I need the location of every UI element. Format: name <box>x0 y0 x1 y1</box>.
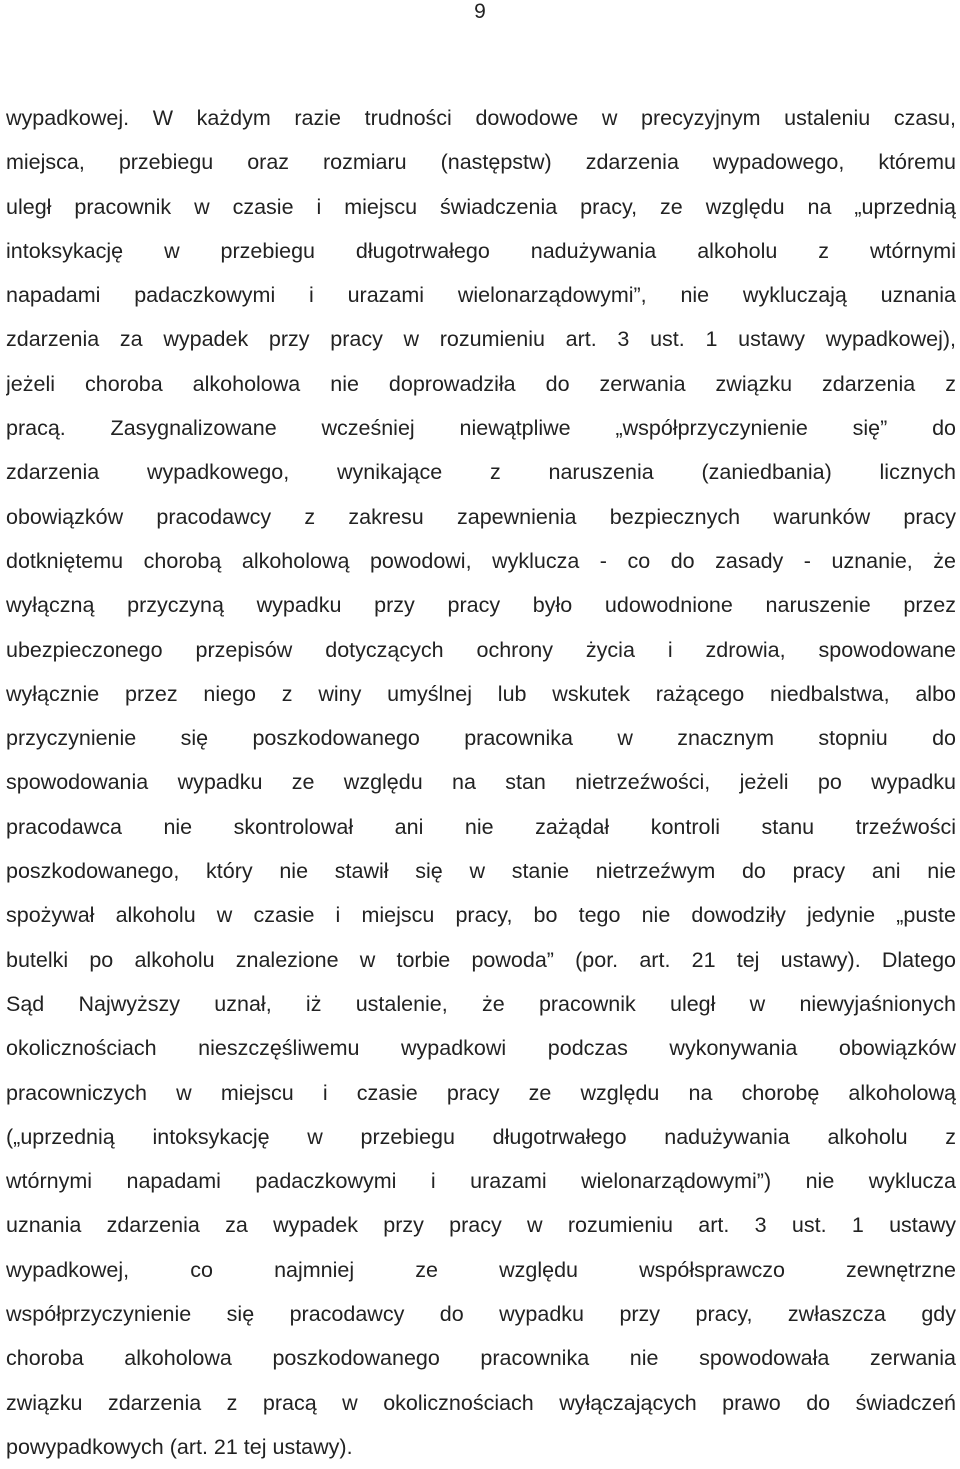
text-line: ubezpieczonego przepisów dotyczących ochrony życia i zdrowia, spowodowane <box>6 637 956 662</box>
text-line: wyłączną przyczyną wypadku przy pracy było udowodnione naruszenie przez <box>6 593 956 618</box>
text-line: pracowniczych w miejscu i czasie pracy ze względu na chorobę alkoholową <box>6 1080 956 1105</box>
text-line: wtórnymi napadami padaczkowymi i urazami wielonarządowymi”) nie wyklucza <box>6 1169 956 1194</box>
text-line: obowiązków pracodawcy z zakresu zapewnienia bezpiecznych warunków pracy <box>6 504 956 529</box>
text-line: napadami padaczkowymi i urazami wielonarządowymi”, nie wykluczają uznania <box>6 283 956 308</box>
text-line: intoksykację w przebiegu długotrwałego nadużywania alkoholu z wtórnymi <box>6 238 956 263</box>
text-line: jeżeli choroba alkoholowa nie doprowadziła do zerwania związku zdarzenia z <box>6 371 956 396</box>
text-line: („uprzednią intoksykację w przebiegu długotrwałego nadużywania alkoholu z <box>6 1124 956 1149</box>
body-text <box>6 96 956 1469</box>
text-line: pracodawca nie skontrolował ani nie zażądał kontroli stanu trzeźwości <box>6 814 956 839</box>
text-line: Sąd Najwyższy uznał, iż ustalenie, że pracownik uległ w niewyjaśnionych <box>6 991 956 1016</box>
text-line: przyczynienie się poszkodowanego pracownika w znacznym stopniu do <box>6 726 956 751</box>
text-line: zdarzenia wypadkowego, wynikające z naruszenia (zaniedbania) licznych <box>6 460 956 485</box>
text-line: pracą. Zasygnalizowane wcześniej niewątpliwe „współprzyczynienie się” do <box>6 416 956 441</box>
text-line: choroba alkoholowa poszkodowanego pracownika nie spowodowała zerwania <box>6 1346 956 1371</box>
text-line: okolicznościach nieszczęśliwemu wypadkowi podczas wykonywania obowiązków <box>6 1036 956 1061</box>
text-line: miejsca, przebiegu oraz rozmiaru (następstw) zdarzenia wypadowego, któremu <box>6 150 956 175</box>
text-line: uznania zdarzenia za wypadek przy pracy w rozumieniu art. 3 ust. 1 ustawy <box>6 1213 956 1238</box>
text-line: poszkodowanego, który nie stawił się w stanie nietrzeźwym do pracy ani nie <box>6 859 956 884</box>
text-line: zdarzenia za wypadek przy pracy w rozumieniu art. 3 ust. 1 ustawy wypadkowej), <box>6 327 956 352</box>
text-line: związku zdarzenia z pracą w okolicznościach wyłączających prawo do świadczeń <box>6 1390 956 1415</box>
text-line: wypadkowej, co najmniej ze względu współsprawczo zewnętrzne <box>6 1257 956 1282</box>
text-line: butelki po alkoholu znalezione w torbie powoda” (por. art. 21 tej ustawy). Dlatego <box>6 947 956 972</box>
text-line: wypadkowej. W każdym razie trudności dowodowe w precyzyjnym ustaleniu czasu, <box>6 106 956 130</box>
text-line: spożywał alkoholu w czasie i miejscu pracy, bo tego nie dowodziły jedynie „puste <box>6 903 956 928</box>
text-line: powypadkowych (art. 21 tej ustawy). <box>6 1434 353 1459</box>
text-line: dotkniętemu chorobą alkoholową powodowi, wyklucza - co do zasady - uznanie, że <box>6 548 956 573</box>
page-number: 9 <box>474 0 486 23</box>
text-line: spowodowania wypadku ze względu na stan nietrzeźwości, jeżeli po wypadku <box>6 770 956 795</box>
text-line: wyłącznie przez niego z winy umyślnej lub wskutek rażącego niedbalstwa, albo <box>6 681 956 706</box>
text-line: współprzyczynienie się pracodawcy do wypadku przy pracy, zwłaszcza gdy <box>6 1302 956 1327</box>
text-line: uległ pracownik w czasie i miejscu świadczenia pracy, ze względu na „uprzednią <box>6 194 956 219</box>
